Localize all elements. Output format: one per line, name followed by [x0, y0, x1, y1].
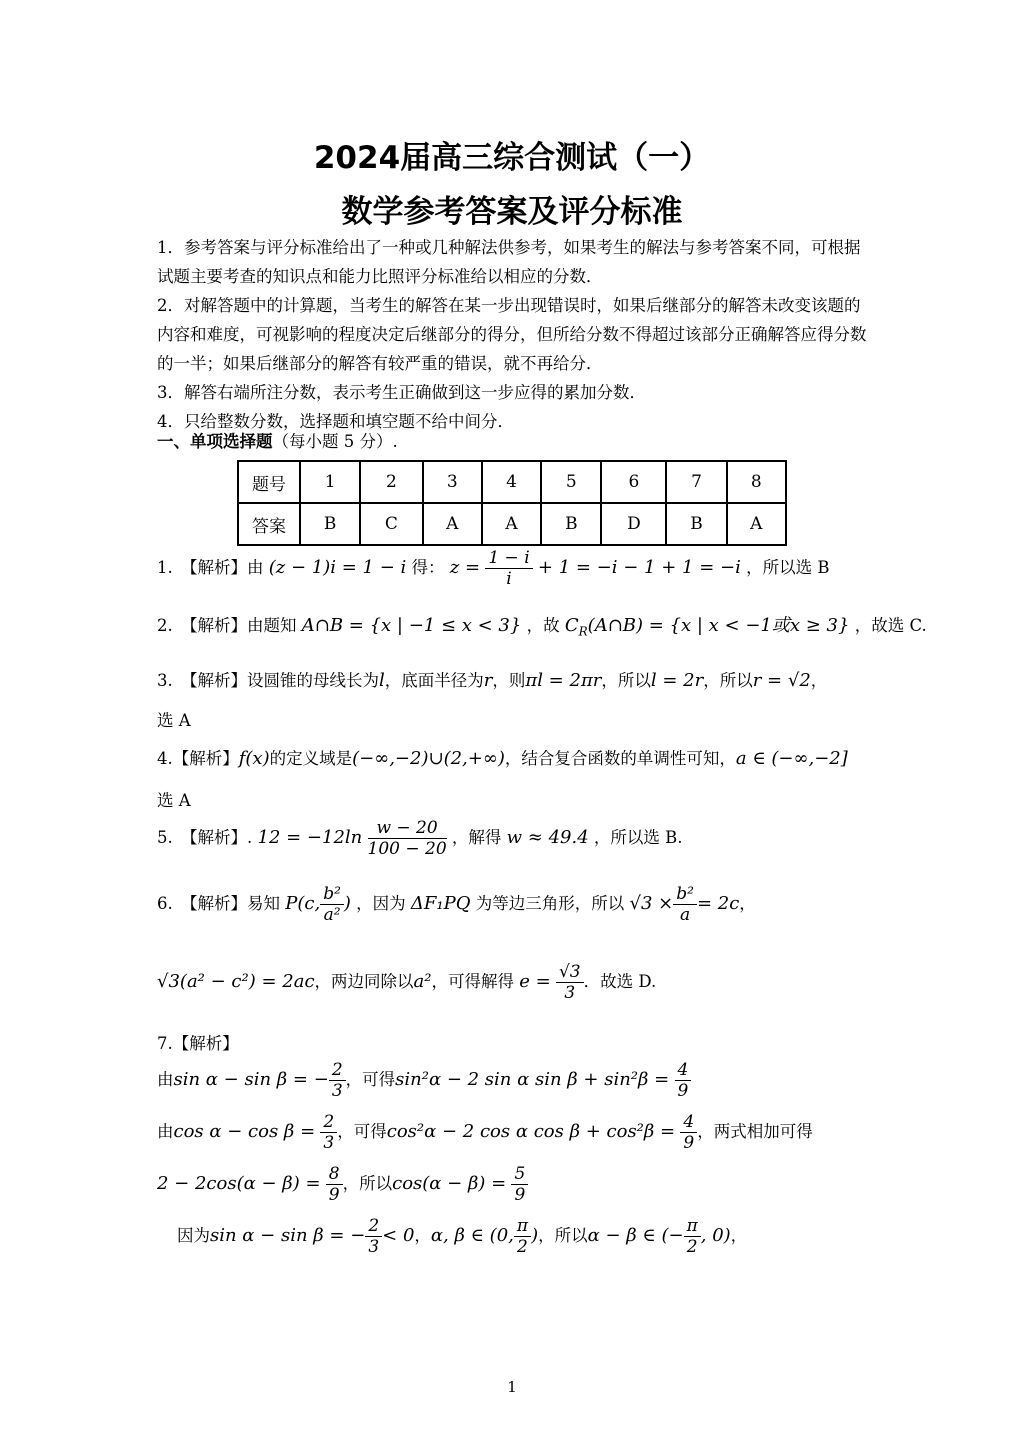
section-heading — [157, 428, 398, 452]
answer-cell: A — [727, 503, 786, 545]
solution-6-text: ，因为 — [356, 894, 406, 913]
equation: α − β ∈ (− — [587, 1225, 684, 1246]
fraction — [514, 1216, 531, 1257]
solution-6-fraction — [673, 884, 697, 925]
solution-6-prefix: 6. 【解析】易知 — [157, 894, 280, 913]
equation: cos²α − 2 cos α cos β + cos²β = — [386, 1121, 676, 1142]
question-number-cell: 7 — [666, 461, 726, 503]
text: ，所以 — [538, 1226, 588, 1245]
question-number-cell: 2 — [360, 461, 422, 503]
solution-1 — [157, 548, 829, 589]
solution-1-text: 得： — [411, 558, 445, 577]
text: 由 — [157, 1122, 174, 1141]
solution-6-eq: = 2c — [696, 893, 740, 914]
instruction-4: 4．只给整数分数，选择题和填空题不给中间分． — [157, 412, 514, 431]
numerator: 2 — [365, 1216, 382, 1237]
solution-5-prefix: 5. 【解析】. — [157, 828, 253, 847]
instruction-3: 3．解答右端所注分数，表示考生正确做到这一步应得的累加分数． — [157, 383, 646, 402]
solution-5-text: ，解得 — [451, 828, 502, 847]
denominator: 3 — [368, 1237, 380, 1257]
solution-4-line2: 选 A — [157, 791, 191, 810]
solution-6-eq: e = — [519, 971, 551, 992]
exam-title: 2024届高三综合测试（一） — [313, 140, 711, 176]
denominator: i — [506, 569, 512, 589]
solution-3-line2: 选 A — [157, 711, 191, 730]
fraction — [680, 1112, 697, 1153]
solution-2-text: ，故 — [526, 616, 560, 635]
numerator: 2 — [320, 1112, 337, 1133]
solution-1-eq: (z − 1)i = 1 − i — [268, 557, 407, 578]
equation: cos(α − β) = — [392, 1173, 507, 1194]
solution-3-text: ，所以 — [703, 671, 753, 690]
denominator: a² — [323, 905, 341, 925]
text: ，两式相加可得 — [697, 1122, 813, 1141]
solution-1-rhs: + 1 = −i − 1 + 1 = −i — [537, 557, 741, 578]
section-note: （每小题 5 分）. — [272, 432, 398, 451]
solution-1-tail: ，所以选 B — [746, 558, 830, 577]
numerator: 5 — [511, 1164, 528, 1185]
numerator: 1 − i — [485, 548, 532, 569]
solution-6-tail: ．故选 D. — [583, 972, 657, 991]
text: ， — [730, 1226, 748, 1245]
solution-4 — [157, 745, 848, 769]
question-number-cell: 4 — [482, 461, 541, 503]
answer-cell: B — [541, 503, 601, 545]
equation: sin α − sin β = − — [173, 1069, 329, 1090]
solution-2-prefix: 2. 【解析】由题知 — [157, 616, 297, 635]
equation: cos α − cos β = — [173, 1121, 316, 1142]
solution-6-eq: √3(a² − c²) = 2ac — [157, 971, 315, 992]
solution-1-lhs: z = — [449, 557, 481, 578]
solution-7-line1 — [157, 1060, 691, 1101]
solution-2-eq1: A∩B = {x | −1 ≤ x < 3} — [301, 615, 522, 636]
fraction — [511, 1164, 528, 1205]
solution-6-eq: ) — [343, 893, 351, 914]
numerator: π — [514, 1216, 531, 1237]
solution-6-fraction — [556, 962, 584, 1003]
row-label-number: 题号 — [238, 461, 300, 503]
solution-6-text: ，两边同除以 — [314, 972, 414, 991]
solution-4-prefix: 4.【解析】 — [157, 749, 239, 768]
denominator: 3 — [323, 1133, 335, 1153]
text: 由 — [157, 1070, 174, 1089]
solution-4-eq: f(x) — [238, 748, 270, 769]
solution-6-eq: √3 × — [629, 893, 674, 914]
solution-1-fraction — [485, 548, 532, 589]
solution-1-prefix: 1. 【解析】由 — [157, 558, 264, 577]
solution-6-eq: a² — [413, 971, 432, 992]
denominator: 9 — [677, 1081, 689, 1101]
solution-2-eq3: (A∩B) = {x | x < −1或x ≥ 3} — [587, 615, 850, 636]
section-title: 一、单项选择题 — [157, 432, 273, 451]
numerator: √3 — [556, 962, 584, 983]
solution-5-tail: ，所以选 B. — [593, 828, 683, 847]
numerator: 4 — [680, 1112, 697, 1133]
solution-3-text: ，所以 — [601, 671, 651, 690]
solution-4-text: 的定义域是 — [269, 749, 353, 768]
solution-6-eq: P(c, — [285, 893, 321, 914]
solution-3-text: ，底面半径为 — [384, 671, 484, 690]
denominator: 9 — [683, 1133, 695, 1153]
fraction — [320, 1112, 337, 1153]
text: 因为 — [177, 1226, 210, 1245]
numerator: 2 — [329, 1060, 346, 1081]
fraction — [329, 1060, 346, 1101]
text: ，可得 — [337, 1122, 387, 1141]
row-label-answer: 答案 — [238, 503, 300, 545]
answer-cell: A — [482, 503, 541, 545]
solution-6-text: 为等边三角形，所以 — [475, 894, 625, 913]
solution-4-eq: a ∈ (−∞,−2] — [735, 748, 848, 769]
fraction — [675, 1060, 692, 1101]
question-number-cell: 6 — [601, 461, 666, 503]
solution-6-eq: ΔF₁PQ — [410, 893, 471, 914]
instruction-1: 1．参考答案与评分标准给出了一种或几种解法供参考，如果考生的解法与参考答案不同，可根据试题主要考查的知识点和能力比照评分标准给以相应的分数． — [157, 238, 861, 286]
question-number-cell: 5 — [541, 461, 601, 503]
question-number-cell: 8 — [727, 461, 786, 503]
solution-5-eq: w ≈ 49.4 — [506, 827, 589, 848]
question-number-cell: 1 — [300, 461, 360, 503]
answer-cell: B — [300, 503, 360, 545]
solution-6 — [157, 884, 756, 925]
table-row-numbers — [238, 461, 786, 503]
solution-3-eq: πl = 2πr — [525, 670, 602, 691]
denominator: 9 — [514, 1185, 526, 1205]
answer-table — [237, 460, 787, 546]
grading-instructions — [157, 233, 873, 436]
fraction — [365, 1216, 382, 1257]
solution-5 — [157, 818, 683, 859]
answer-cell: C — [360, 503, 422, 545]
equation: α, β ∈ (0, — [430, 1225, 514, 1246]
numerator: b² — [673, 884, 697, 905]
solution-2-eq2: C — [564, 615, 579, 636]
page-number: 1 — [507, 1378, 517, 1396]
solution-3-prefix: 3. 【解析】设圆锥的母线长为 — [157, 671, 379, 690]
text: ，所以 — [342, 1174, 393, 1193]
solution-3-eq: l = 2r — [650, 670, 704, 691]
denominator: 100 − 20 — [367, 839, 447, 859]
answer-cell: D — [601, 503, 666, 545]
text: ，可得 — [345, 1070, 396, 1089]
solution-6-line2 — [157, 962, 656, 1003]
denominator: a — [680, 905, 691, 925]
equation: sin α − sin β = − — [210, 1225, 366, 1246]
solution-3-text: ，则 — [492, 671, 526, 690]
equation: ) — [531, 1225, 539, 1246]
solution-2 — [157, 611, 927, 638]
solution-3-var: r — [483, 670, 493, 691]
solution-5-lhs: 12 = −12ln — [257, 827, 363, 848]
numerator: b² — [320, 884, 344, 905]
solution-2-subscript: R — [578, 624, 588, 639]
solution-7-heading: 7.【解析】 — [157, 1034, 239, 1053]
solution-3 — [157, 667, 827, 691]
solution-6-fraction — [320, 884, 344, 925]
solution-5-fraction — [368, 818, 447, 859]
fraction — [684, 1216, 701, 1257]
solution-3-var: l — [379, 670, 385, 691]
equation: < 0 — [382, 1225, 415, 1246]
equation: sin²α − 2 sin α sin β + sin²β = — [395, 1069, 670, 1090]
numerator: 4 — [675, 1060, 692, 1081]
document-subtitle: 数学参考答案及评分标准 — [341, 194, 683, 230]
equation: 2 − 2cos(α − β) = — [157, 1173, 321, 1194]
solution-2-tail: ，故选 C. — [854, 616, 927, 635]
solution-4-eq: (−∞,−2)∪(2,+∞) — [352, 748, 505, 769]
numerator: w − 20 — [368, 818, 447, 839]
denominator: 3 — [331, 1081, 343, 1101]
solution-3-eq: r = √2 — [752, 670, 811, 691]
table-row-answers — [238, 503, 786, 545]
numerator: 8 — [326, 1164, 343, 1185]
text: ， — [414, 1226, 431, 1245]
equation: , 0) — [700, 1225, 731, 1246]
solution-4-text: ，结合复合函数的单调性可知， — [504, 749, 736, 768]
answer-cell: A — [423, 503, 482, 545]
fraction — [326, 1164, 343, 1205]
solution-6-text: ， — [739, 894, 756, 913]
numerator: π — [684, 1216, 701, 1237]
instruction-2: 2．对解答题中的计算题，当考生的解答在某一步出现错误时，如果后继部分的解答未改变该题的内容和难度，可视影响的程度决定后继部分的得分，但所给分数不得超过该部分正确解答应得分数的一半；如果后继部分的解答有较严重的错误，就不再给分． — [157, 296, 867, 373]
solution-6-text: ，可得解得 — [431, 972, 514, 991]
denominator: 2 — [517, 1237, 528, 1257]
denominator: 2 — [686, 1237, 698, 1257]
question-number-cell: 3 — [423, 461, 482, 503]
solution-7-line2 — [157, 1112, 813, 1153]
denominator: 3 — [564, 983, 576, 1003]
denominator: 9 — [328, 1185, 340, 1205]
solution-7-line4 — [177, 1216, 747, 1257]
solution-7-line3 — [157, 1164, 528, 1205]
solution-3-text: ， — [810, 671, 828, 690]
answer-cell: B — [666, 503, 726, 545]
